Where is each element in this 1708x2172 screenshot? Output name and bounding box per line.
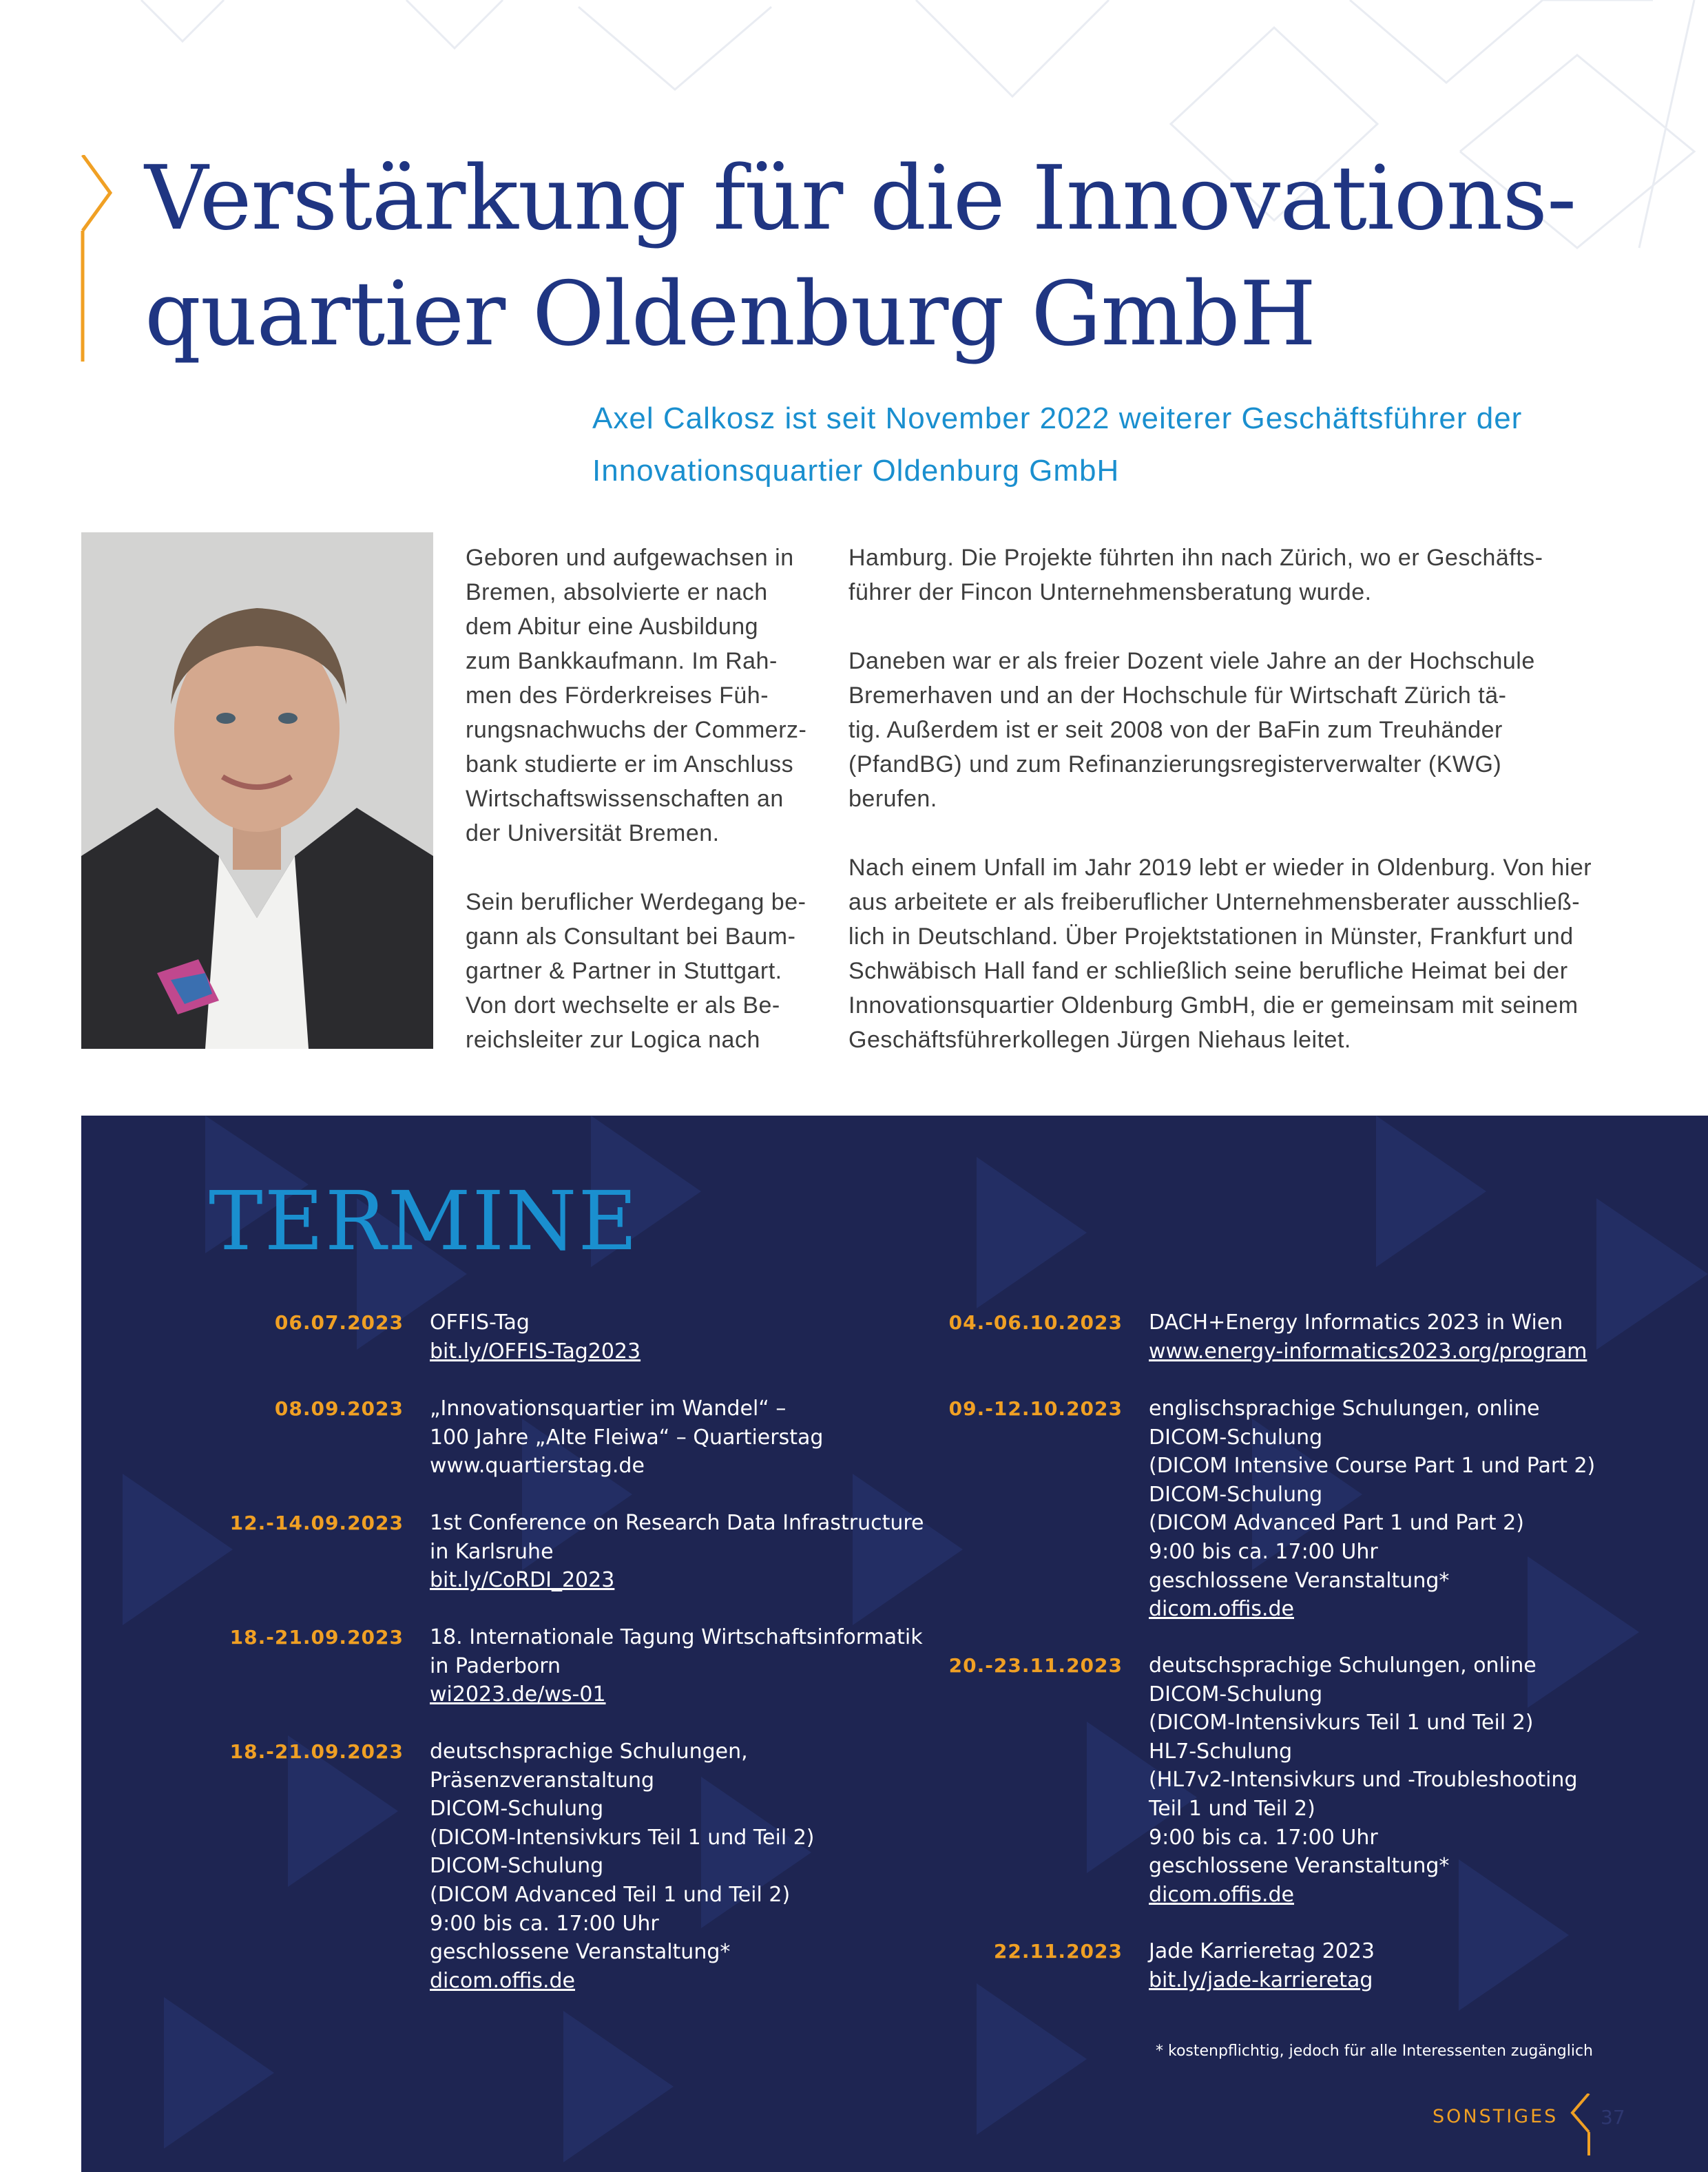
- text-line: zum Bankkaufmann. Im Rah-: [466, 648, 778, 674]
- text-line: führer der Fincon Unternehmensberatung wurde.: [848, 579, 1372, 605]
- text-line: dem Abitur eine Ausbildung: [466, 614, 759, 640]
- text-line: reichsleiter zur Logica nach: [466, 1027, 760, 1053]
- text-line: gartner & Partner in Stuttgart.: [466, 958, 782, 984]
- event-link[interactable]: dicom.offis.de: [430, 1968, 576, 1993]
- article-paragraph: [848, 850, 1634, 1057]
- event-title: Jade Karrieretag 2023: [1149, 1939, 1375, 1963]
- event-detail: geschlossene Veranstaltung*: [1149, 1854, 1450, 1879]
- article-title: [145, 141, 1625, 373]
- event-detail: (DICOM Advanced Teil 1 und Teil 2): [430, 1882, 791, 1907]
- event-detail: 9:00 bis ca. 17:00 Uhr: [1149, 1825, 1378, 1850]
- article-paragraph: [466, 885, 824, 1057]
- article-paragraph: [848, 541, 1634, 609]
- text-line: Wirtschaftswissenschaften an: [466, 786, 784, 812]
- event-link[interactable]: dicom.offis.de: [1149, 1882, 1295, 1907]
- text-line: Sein beruflicher Werdegang be-: [466, 889, 806, 915]
- event-detail: in Paderborn: [430, 1653, 561, 1678]
- text-line: Geboren und aufgewachsen in: [466, 545, 794, 571]
- event-date: 12.-14.09.2023: [229, 1512, 404, 1534]
- subtitle-line: Innovationsquartier Oldenburg GmbH: [592, 454, 1120, 488]
- text-line: rungsnachwuchs der Commerz-: [466, 717, 807, 743]
- text-line: (PfandBG) und zum Refinanzierungsregisterverwalter (KWG): [848, 751, 1502, 777]
- text-line: Innovationsquartier Oldenburg GmbH, die er gemeinsam mit seinem: [848, 992, 1579, 1019]
- termine-heading: TERMINE: [209, 1173, 639, 1268]
- event-title: englischsprachige Schulungen, online: [1149, 1397, 1540, 1421]
- event-date: 22.11.2023: [993, 1940, 1123, 1963]
- event-date: 06.07.2023: [274, 1311, 404, 1334]
- event-entry: [948, 1395, 1708, 1624]
- termine-section: [81, 1116, 1708, 2172]
- event-detail: (DICOM Advanced Part 1 und Part 2): [1149, 1511, 1524, 1536]
- event-title: deutschsprachige Schulungen,: [430, 1740, 748, 1764]
- event-link[interactable]: bit.ly/jade-karrieretag: [1149, 1967, 1373, 1992]
- text-line: der Universität Bremen.: [466, 820, 720, 846]
- text-line: berufen.: [848, 786, 937, 812]
- subtitle-line: Axel Calkosz ist seit November 2022 weiterer Geschäftsführer der: [592, 401, 1523, 435]
- title-line: Verstärkung für die Innovations-: [145, 147, 1576, 250]
- event-date: 08.09.2023: [274, 1397, 404, 1420]
- event-detail: Präsenzveranstaltung: [430, 1768, 655, 1793]
- event-detail: 9:00 bis ca. 17:00 Uhr: [1149, 1539, 1378, 1564]
- portrait-photo: [81, 532, 433, 1049]
- article-paragraph: [466, 541, 824, 850]
- event-date: 09.-12.10.2023: [948, 1397, 1123, 1420]
- event-title: OFFIS-Tag: [430, 1310, 530, 1335]
- event-date: 20.-23.11.2023: [948, 1654, 1123, 1677]
- footer-bracket-icon: [1568, 2093, 1593, 2155]
- title-line: quartier Oldenburg GmbH: [145, 263, 1316, 366]
- event-detail: DICOM-Schulung: [1149, 1482, 1323, 1507]
- event-entry: [229, 1509, 1187, 1595]
- text-line: bank studierte er im Anschluss: [466, 751, 794, 777]
- text-line: lich in Deutschland. Über Projektstationen in Münster, Frankfurt und: [848, 923, 1574, 950]
- text-line: Nach einem Unfall im Jahr 2019 lebt er wieder in Oldenburg. Von hier: [848, 855, 1592, 881]
- event-title: 18. Internationale Tagung Wirtschaftsinformatik: [430, 1625, 923, 1649]
- article-subtitle: [592, 393, 1625, 497]
- text-line: Geschäftsführerkollegen Jürgen Niehaus leitet.: [848, 1027, 1351, 1053]
- event-link[interactable]: bit.ly/OFFIS-Tag2023: [430, 1339, 641, 1364]
- article-paragraph: [848, 644, 1634, 816]
- event-entry: [948, 1651, 1708, 1909]
- event-detail: geschlossene Veranstaltung*: [430, 1940, 731, 1965]
- event-title: „Innovationsquartier im Wandel“ –: [430, 1397, 787, 1421]
- event-detail: (HL7v2-Intensivkurs und -Troubleshooting: [1149, 1768, 1578, 1793]
- event-date: 18.-21.09.2023: [229, 1740, 404, 1763]
- event-detail: (DICOM Intensive Course Part 1 und Part 2): [1149, 1454, 1596, 1479]
- text-line: Schwäbisch Hall fand er schließlich seine berufliche Heimat bei der: [848, 958, 1568, 984]
- event-detail: (DICOM-Intensivkurs Teil 1 und Teil 2): [1149, 1711, 1534, 1735]
- text-line: Von dort wechselte er als Be-: [466, 992, 780, 1019]
- event-detail: DICOM-Schulung: [1149, 1425, 1323, 1450]
- event-link[interactable]: dicom.offis.de: [1149, 1597, 1295, 1622]
- footer-section-label: SONSTIGES: [1433, 2106, 1559, 2127]
- event-detail: DICOM-Schulung: [1149, 1682, 1323, 1706]
- event-detail: 9:00 bis ca. 17:00 Uhr: [430, 1911, 659, 1936]
- title-bracket-icon: [76, 155, 117, 362]
- event-entry: [993, 1937, 1708, 1994]
- event-detail: 100 Jahre „Alte Fleiwa“ – Quartierstag: [430, 1425, 824, 1450]
- text-line: gann als Consultant bei Baum-: [466, 923, 796, 950]
- termine-footnote: * kostenpflichtig, jedoch für alle Interessenten zugänglich: [1156, 2043, 1594, 2060]
- page-number: 37: [1601, 2106, 1625, 2129]
- text-line: aus arbeitete er als freiberuflicher Unternehmensberater ausschließ-: [848, 889, 1581, 915]
- event-link[interactable]: wi2023.de/ws-01: [430, 1682, 606, 1707]
- text-line: Daneben war er als freier Dozent viele Jahre an der Hochschule: [848, 648, 1535, 674]
- event-date: 04.-06.10.2023: [948, 1311, 1123, 1334]
- event-detail: in Karlsruhe: [430, 1539, 554, 1564]
- text-line: tig. Außerdem ist er seit 2008 von der BaFin zum Treuhänder: [848, 717, 1503, 743]
- event-title: DACH+Energy Informatics 2023 in Wien: [1149, 1310, 1563, 1335]
- text-line: men des Förderkreises Füh-: [466, 682, 769, 709]
- event-title: deutschsprachige Schulungen, online: [1149, 1653, 1537, 1678]
- event-detail: HL7-Schulung: [1149, 1739, 1293, 1764]
- event-date: 18.-21.09.2023: [229, 1626, 404, 1649]
- event-detail: DICOM-Schulung: [430, 1854, 604, 1879]
- event-detail: geschlossene Veranstaltung*: [1149, 1568, 1450, 1593]
- event-detail: Teil 1 und Teil 2): [1149, 1796, 1315, 1821]
- article-column-2: [848, 541, 1634, 1092]
- event-url: www.quartierstag.de: [430, 1454, 645, 1479]
- event-link[interactable]: bit.ly/CoRDI_2023: [430, 1568, 615, 1593]
- text-line: Bremerhaven und an der Hochschule für Wirtschaft Zürich tä-: [848, 682, 1507, 709]
- article-column-1: [466, 541, 824, 1092]
- event-entry: [948, 1308, 1708, 1366]
- event-link[interactable]: www.energy-informatics2023.org/program: [1149, 1339, 1587, 1364]
- text-line: Bremen, absolvierte er nach: [466, 579, 768, 605]
- event-title: 1st Conference on Research Data Infrastructure: [430, 1511, 924, 1535]
- event-detail: DICOM-Schulung: [430, 1797, 604, 1821]
- event-detail: (DICOM-Intensivkurs Teil 1 und Teil 2): [430, 1825, 815, 1850]
- text-line: Hamburg. Die Projekte führten ihn nach Zürich, wo er Geschäfts-: [848, 545, 1543, 571]
